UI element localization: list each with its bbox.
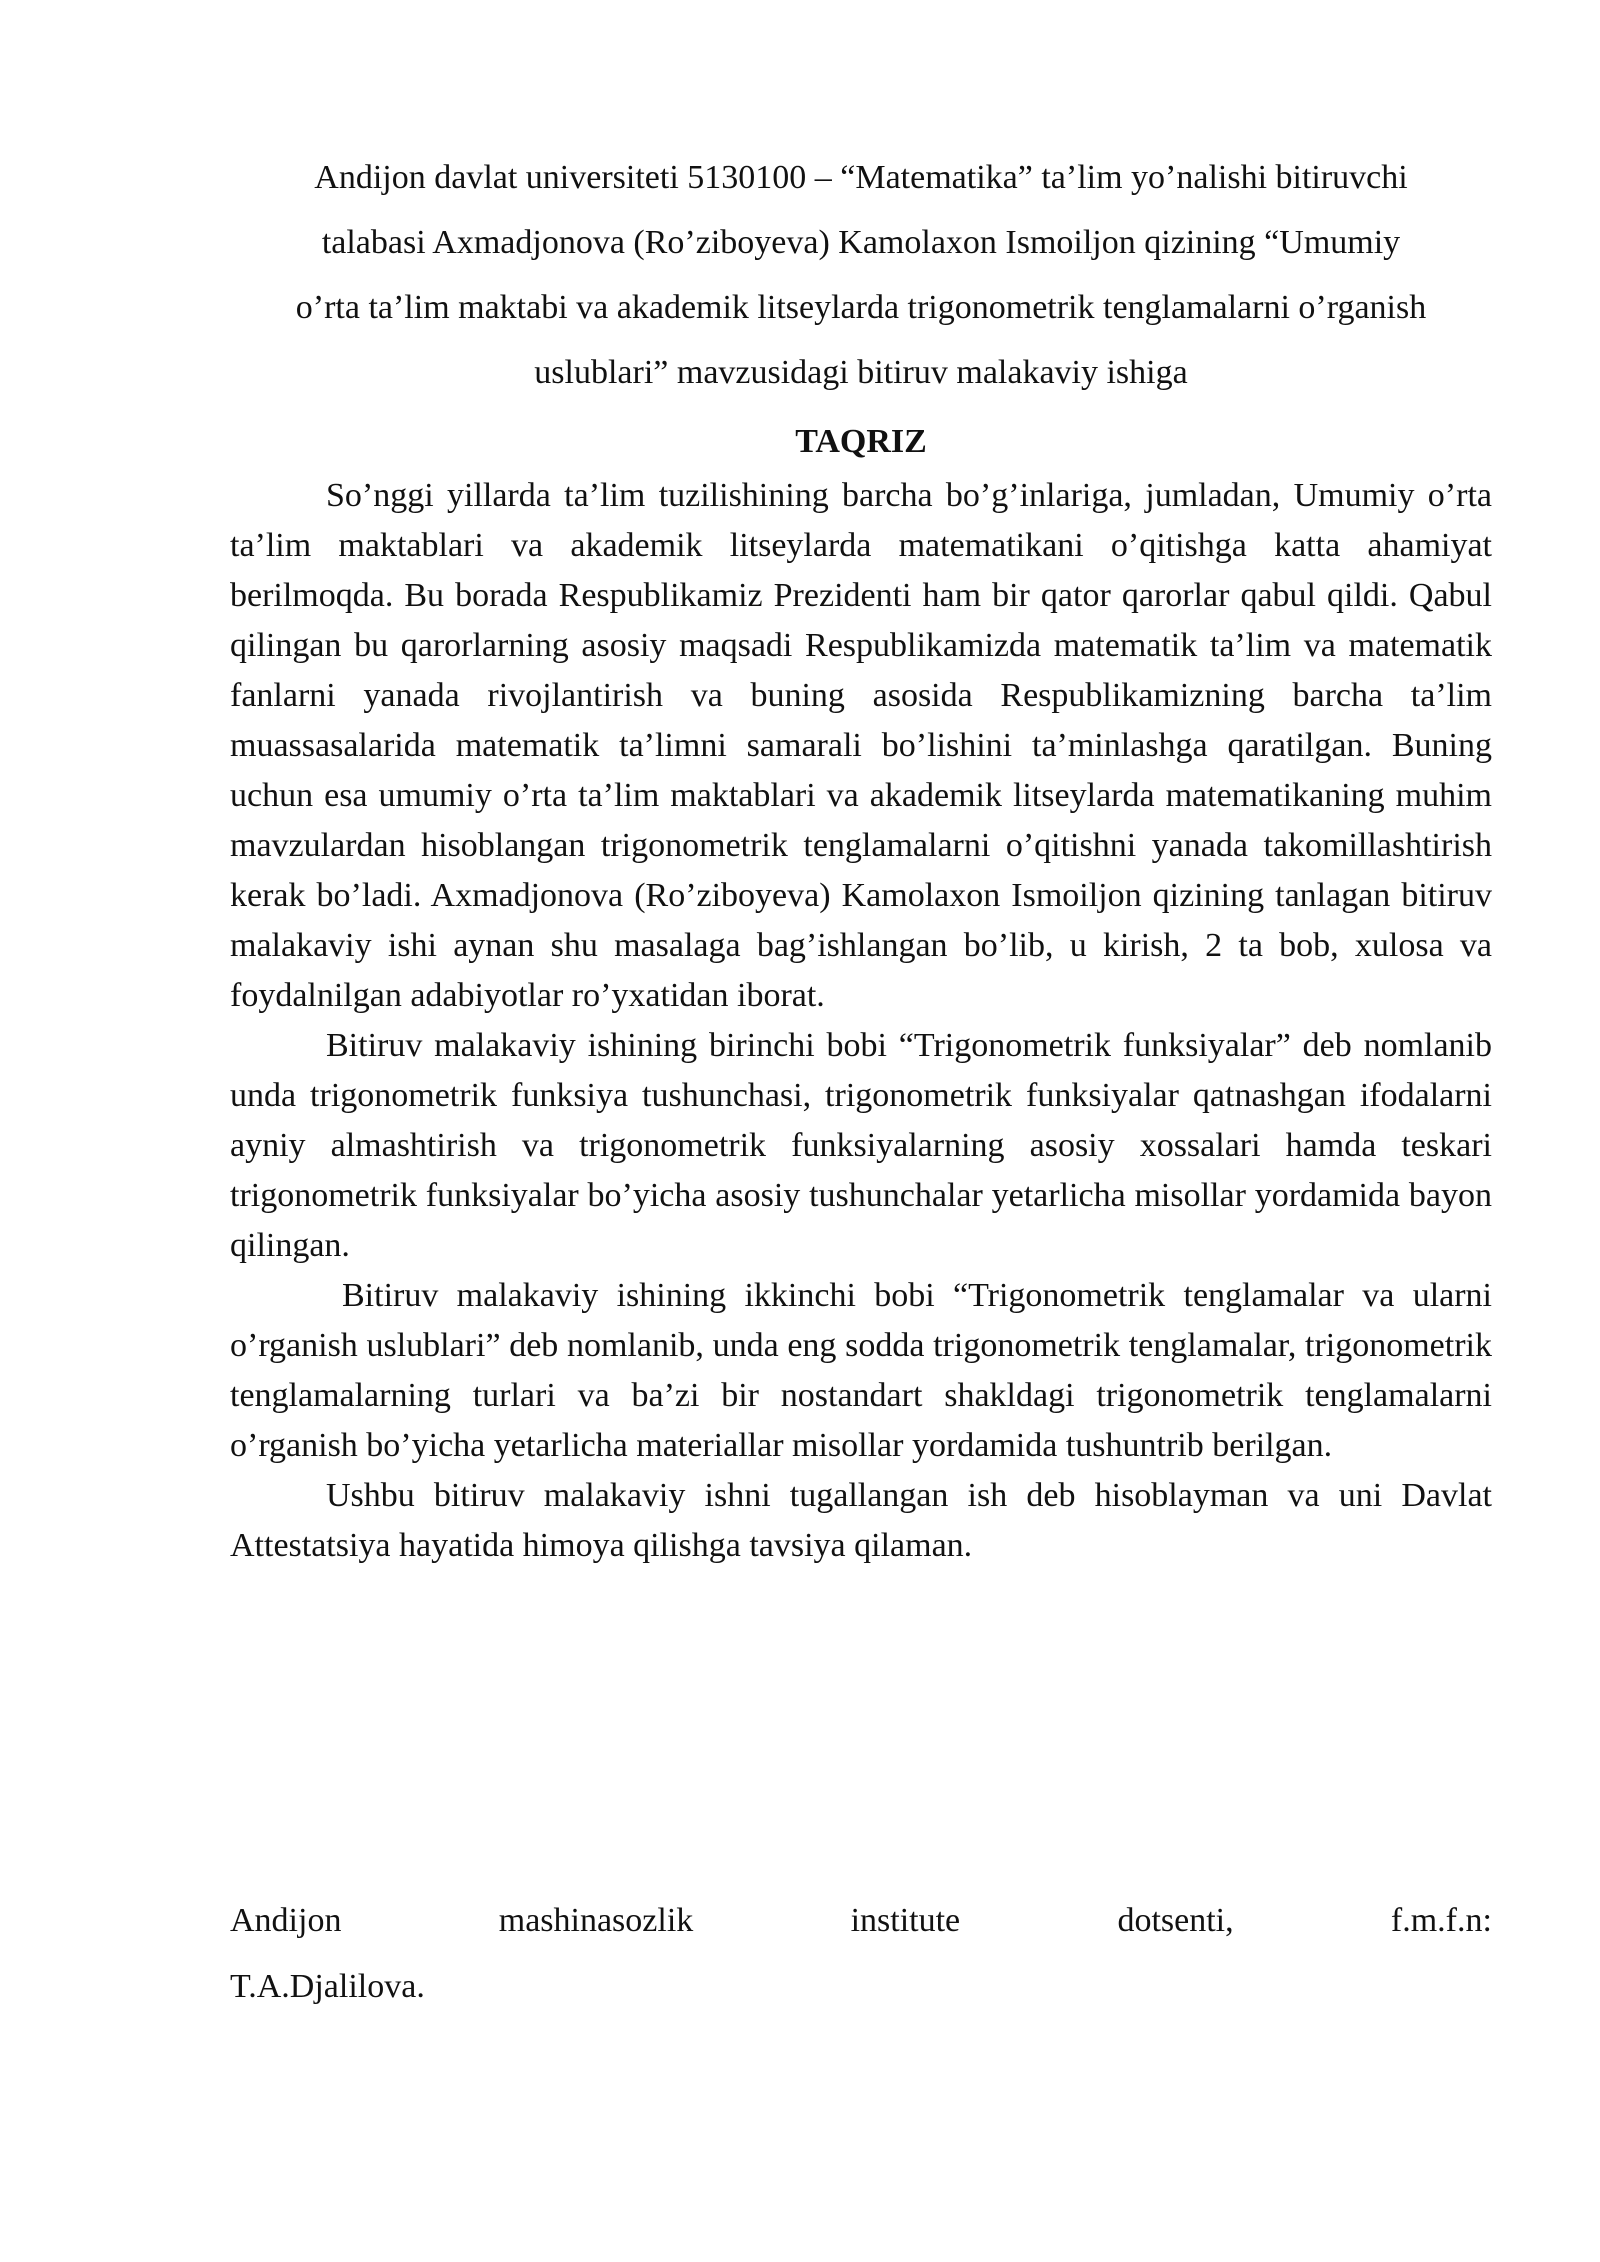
signature-word-4: dotsenti,	[1117, 1902, 1234, 1939]
paragraph-2: Bitiruv malakaviy ishining birinchi bobi “Trigonometrik funksiyalar” deb nomlanib unda trigonometrik funksiya tushunchasi, trigonometrik funksiyalar qatnashgan ifodalarni ayniy almashtirish va trigonometrik funksiyalarning asosiy xossalari hamda teskari trigonometrik funksiyalar bo’yicha asosiy tushunchalar yetarlicha misollar yordamida bayon qilingan.	[230, 1027, 1492, 1264]
paragraph-4: Ushbu bitiruv malakaviy ishni tugallangan ish deb hisoblayman va uni Davlat Attestatsiya hayatida himoya qilishga tavsiya qilaman.	[230, 1477, 1492, 1564]
heading-line-4: uslublari” mavzusidagi bitiruv malakaviy ishiga	[534, 354, 1188, 391]
document-page	[230, 145, 1492, 1571]
signature-word-2: mashinasozlik	[498, 1902, 694, 1939]
heading-line-3: o’rta ta’lim maktabi va akademik litseylarda trigonometrik tenglamalarni o’rganish	[295, 289, 1427, 326]
signature-title-line	[230, 1888, 1492, 1954]
signature-word-3: institute	[850, 1902, 961, 1939]
signature-word-5: f.m.f.n:	[1390, 1902, 1492, 1939]
heading-line-1: Andijon davlat universiteti 5130100 – “Matematika” ta’lim yo’nalishi bitiruvchi	[314, 159, 1408, 196]
document-heading	[230, 145, 1492, 405]
paragraph-3: Bitiruv malakaviy ishining ikkinchi bobi “Trigonometrik tenglamalar va ularni o’rganish uslublari” deb nomlanib, unda eng sodda trigonometrik tenglamalar, trigonometrik tenglamalarning turlari va ba’zi bir nostandart shakldagi trigonometrik tenglamalarni o’rganish bo’yicha yetarlicha materiallar misollar yordamida tushuntrib berilgan.	[230, 1277, 1492, 1464]
document-title: TAQRIZ	[795, 423, 927, 460]
heading-line-2: talabasi Axmadjonova (Ro’ziboyeva) Kamolaxon Ismoiljon qizining “Umumiy	[321, 224, 1401, 261]
paragraph-1: So’nggi yillarda ta’lim tuzilishining barcha bo’g’inlariga, jumladan, Umumiy o’rta ta’lim maktablari va akademik litseylarda matematikani o’qitishga katta ahamiyat berilmoqda. Bu borada Respublikamiz Prezidenti ham bir qator qarorlar qabul qildi. Qabul qilingan bu qarorlarning asosiy maqsadi Respublikamizda matematik ta’lim va matematik fanlarni yanada rivojlantirish va buning asosida Respublikamizning barcha ta’lim muassasalarida matematik ta’limni samarali bo’lishini ta’minlashga qaratilgan. Buning uchun esa umumiy o’rta ta’lim maktablari va akademik litseylarda matematikaning muhim mavzulardan hisoblangan trigonometrik tenglamalarni o’qitishni yanada takomillashtirish kerak bo’ladi. Axmadjonova (Ro’ziboyeva) Kamolaxon Ismoiljon qizining tanlagan bitiruv malakaviy ishi aynan shu masalaga bag’ishlangan bo’lib, u kirish, 2 ta bob, xulosa va foydalnilgan adabiyotlar ro’yxatidan iborat.	[230, 477, 1492, 1014]
signature-block	[230, 1888, 1492, 2020]
signature-word-1: Andijon	[230, 1902, 342, 1939]
signature-name: T.A.Djalilova.	[230, 1968, 425, 2005]
